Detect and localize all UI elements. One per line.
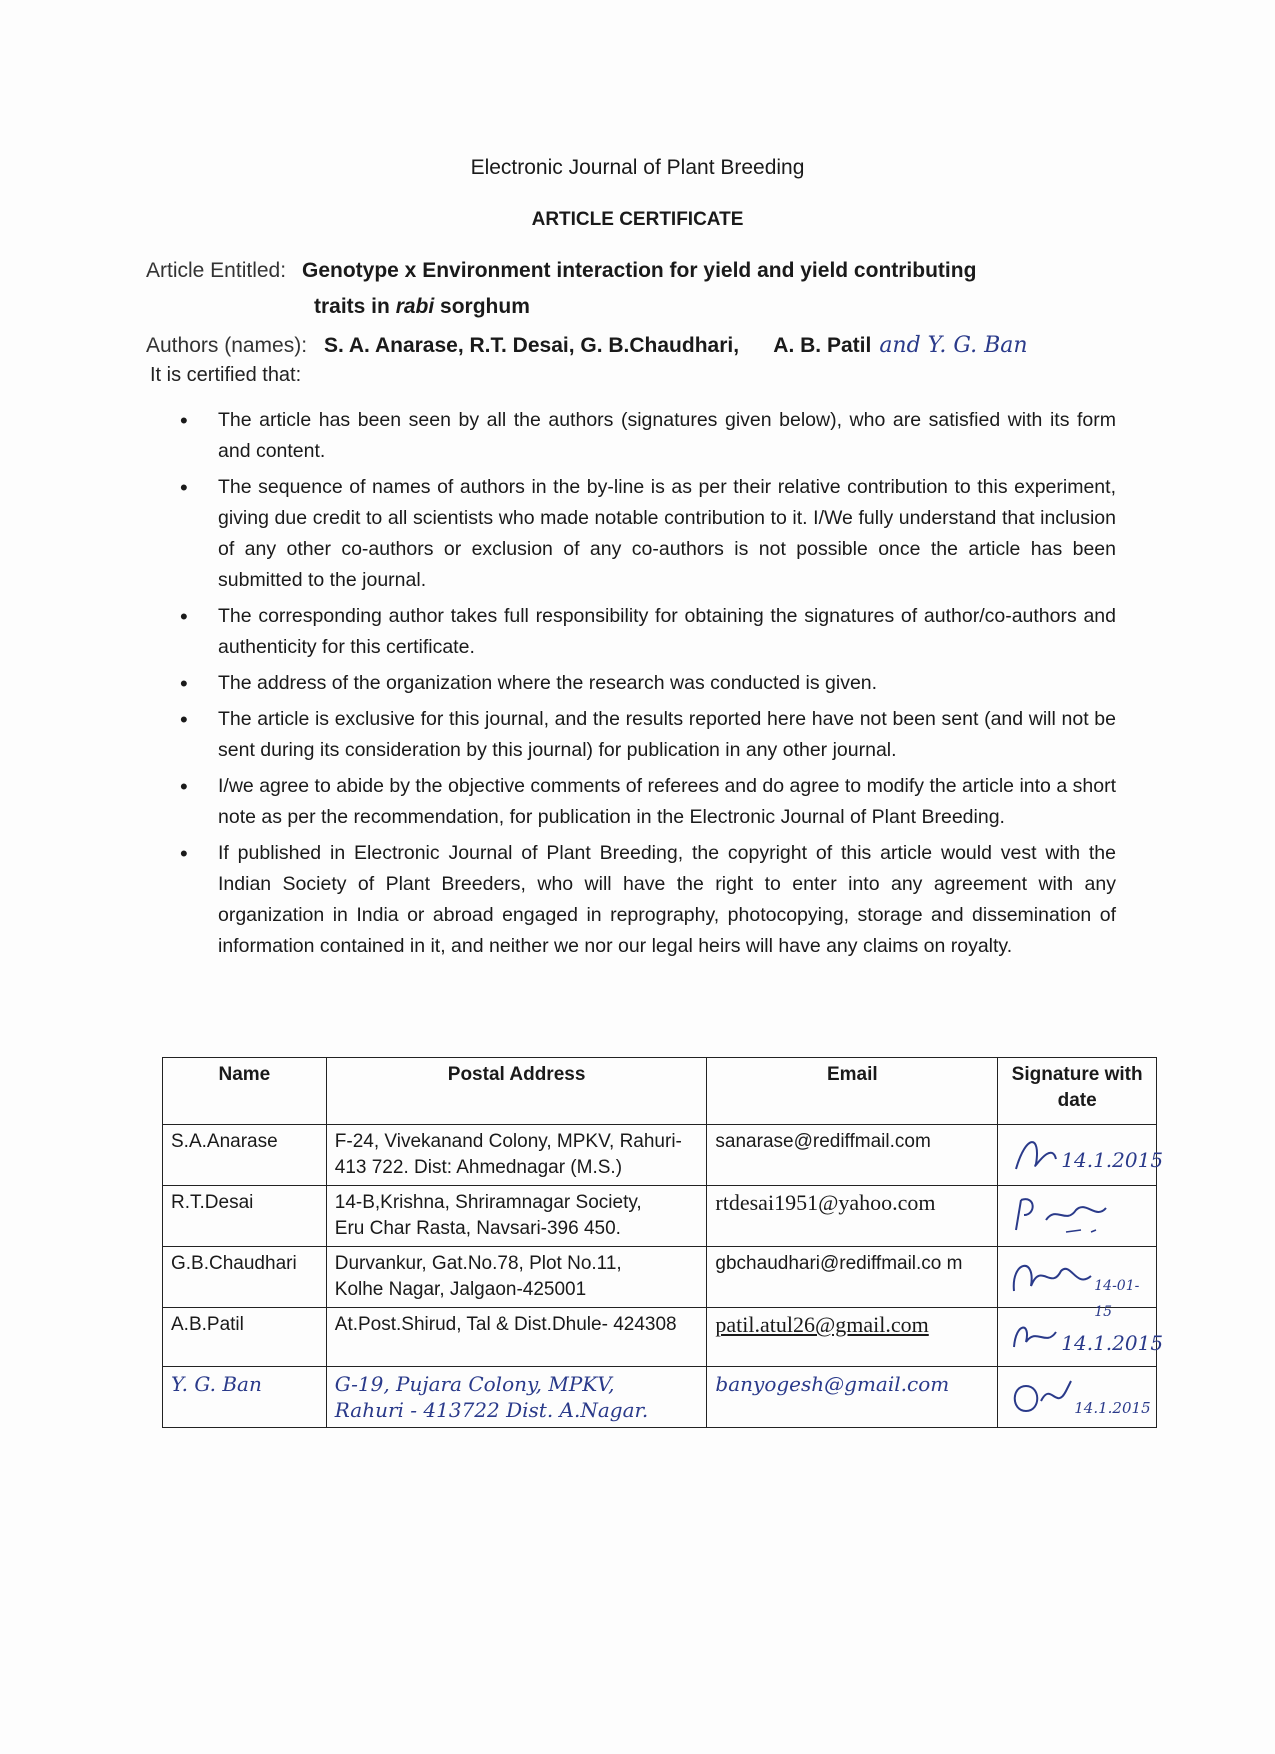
address-line: Kolhe Nagar, Jalgaon-425001: [334, 1279, 587, 1300]
bullet-icon: •: [180, 408, 188, 433]
signature-mark: [1006, 1190, 1156, 1240]
bullet-icon: •: [180, 671, 188, 696]
bullet-icon: •: [180, 707, 188, 732]
point-item: [176, 472, 1116, 596]
address-line: Eru Char Rasta, Navsari-396 450.: [334, 1218, 621, 1239]
author-signature: [998, 1308, 1164, 1367]
table-header-row: [163, 1058, 1157, 1125]
authors-label: Authors (names):: [146, 334, 308, 357]
point-item: [176, 601, 1116, 663]
author-email: sanarase@rediffmail.com: [707, 1125, 998, 1186]
author-email: gbchaudhari@rediffmail.co m: [707, 1247, 998, 1308]
authors-handwritten: and Y. G. Ban: [879, 333, 1028, 358]
author-signature: [998, 1125, 1164, 1186]
bullet-icon: •: [180, 774, 188, 799]
address-line: F-24, Vivekanand Colony, MPKV, Rahuri-: [334, 1131, 682, 1152]
author-address: [326, 1186, 707, 1247]
author-name: S.A.Anarase: [163, 1125, 327, 1186]
address-line: Rahuri - 413722 Dist. A.Nagar.: [334, 1398, 649, 1422]
author-signature: [998, 1247, 1157, 1320]
authors-printed: S. A. Anarase, R.T. Desai, G. B.Chaudhari, A. B. Patil: [324, 334, 872, 357]
point-text: If published in Electronic Journal of Plant Breeding, the copyright of this article would vest with the Indian Society of Plant Breeders, who will have the right to enter into any agreement with any organization in India or abroad engaged in reprography, photocopying, storage and dissemination of information contained in it, and neither we nor our legal heirs will have any claims on royalty.: [218, 842, 1116, 957]
point-text: The article has been seen by all the authors (signatures given below), who are satisfied with its form and content.: [218, 409, 1116, 462]
header-name: Name: [163, 1058, 327, 1125]
journal-name: Electronic Journal of Plant Breeding: [470, 156, 805, 179]
header-email: Email: [707, 1058, 998, 1125]
authors-table: [162, 1057, 1164, 1428]
point-item: [176, 668, 1116, 699]
author-email: rtdesai1951@yahoo.com: [707, 1186, 998, 1247]
bullet-icon: •: [180, 841, 188, 866]
table-row: [163, 1186, 1157, 1247]
bullet-icon: •: [180, 604, 188, 629]
author-signature: [998, 1186, 1157, 1247]
point-text: The article is exclusive for this journal, and the results reported here have not been sent (and will not be sent during its consideration by this journal) for publication in any other journal.: [218, 708, 1116, 761]
authors-row: [146, 333, 1146, 358]
author-email: banyogesh@gmail.com: [707, 1367, 998, 1428]
header-address: Postal Address: [326, 1058, 707, 1125]
point-text: The address of the organization where the research was conducted is given.: [218, 672, 878, 694]
author-name: G.B.Chaudhari: [163, 1247, 327, 1308]
entitled-label: Article Entitled:: [146, 259, 287, 282]
address-line: 413 722. Dist: Ahmednagar (M.S.): [334, 1157, 623, 1178]
certified-intro: It is certified that:: [150, 364, 302, 386]
point-item: [176, 405, 1116, 467]
author-signature: [998, 1367, 1157, 1428]
signature-date: 14.1.2015: [1061, 1148, 1164, 1172]
author-name: A.B.Patil: [163, 1308, 327, 1367]
point-text: The sequence of names of authors in the by-line is as per their relative contribution to this experiment, giving due credit to all scientists who made notable contribution to it. I/We fully understand that inclusion of any other co-authors or exclusion of any co-authors is not possible once the article has been submitted to the journal.: [218, 476, 1116, 591]
point-item: [176, 704, 1116, 766]
point-item: [176, 838, 1116, 962]
title-line2-prefix: traits in: [314, 295, 396, 318]
point-item: [176, 771, 1116, 833]
header-signature: Signature with date: [998, 1058, 1157, 1125]
author-address: [326, 1125, 707, 1186]
title-line2-italic: rabi: [395, 295, 435, 318]
author-name: Y. G. Ban: [163, 1367, 327, 1428]
article-title-row: [146, 259, 1106, 283]
article-title-line2: [314, 295, 530, 319]
point-text: I/we agree to abide by the objective comments of referees and do agree to modify the article into a short note as per the recommendation, for publication in the Electronic Journal of Plant Breeding.: [218, 775, 1116, 828]
table-row: [163, 1247, 1157, 1308]
author-address: [326, 1367, 707, 1428]
table-row: [163, 1125, 1157, 1186]
bullet-icon: •: [180, 475, 188, 500]
author-email: patil.atul26@gmail.com: [707, 1308, 998, 1367]
certificate-title: ARTICLE CERTIFICATE: [531, 209, 744, 230]
certification-points: [176, 405, 1116, 967]
address-line: 14-B,Krishna, Shriramnagar Society,: [334, 1192, 642, 1213]
point-text: The corresponding author takes full responsibility for obtaining the signatures of author/co-authors and authenticity for this certificate.: [218, 605, 1116, 658]
author-address: [326, 1308, 707, 1367]
table-row: [163, 1367, 1157, 1428]
title-line2-suffix: sorghum: [434, 295, 530, 318]
address-line: At.Post.Shirud, Tal & Dist.Dhule- 424308: [334, 1314, 677, 1335]
author-name: R.T.Desai: [163, 1186, 327, 1247]
address-line: Durvankur, Gat.No.78, Plot No.11,: [334, 1253, 622, 1274]
article-title-line1: Genotype x Environment interaction for yield and yield contributing: [302, 259, 977, 282]
signature-date: 14.1.2015: [1061, 1331, 1164, 1355]
address-line: G-19, Pujara Colony, MPKV,: [334, 1372, 615, 1396]
author-address: [326, 1247, 707, 1308]
signature-date: 14.1.2015: [1074, 1399, 1151, 1417]
table-row: [163, 1308, 1157, 1367]
signature-date: 14-01-15: [1094, 1278, 1140, 1320]
